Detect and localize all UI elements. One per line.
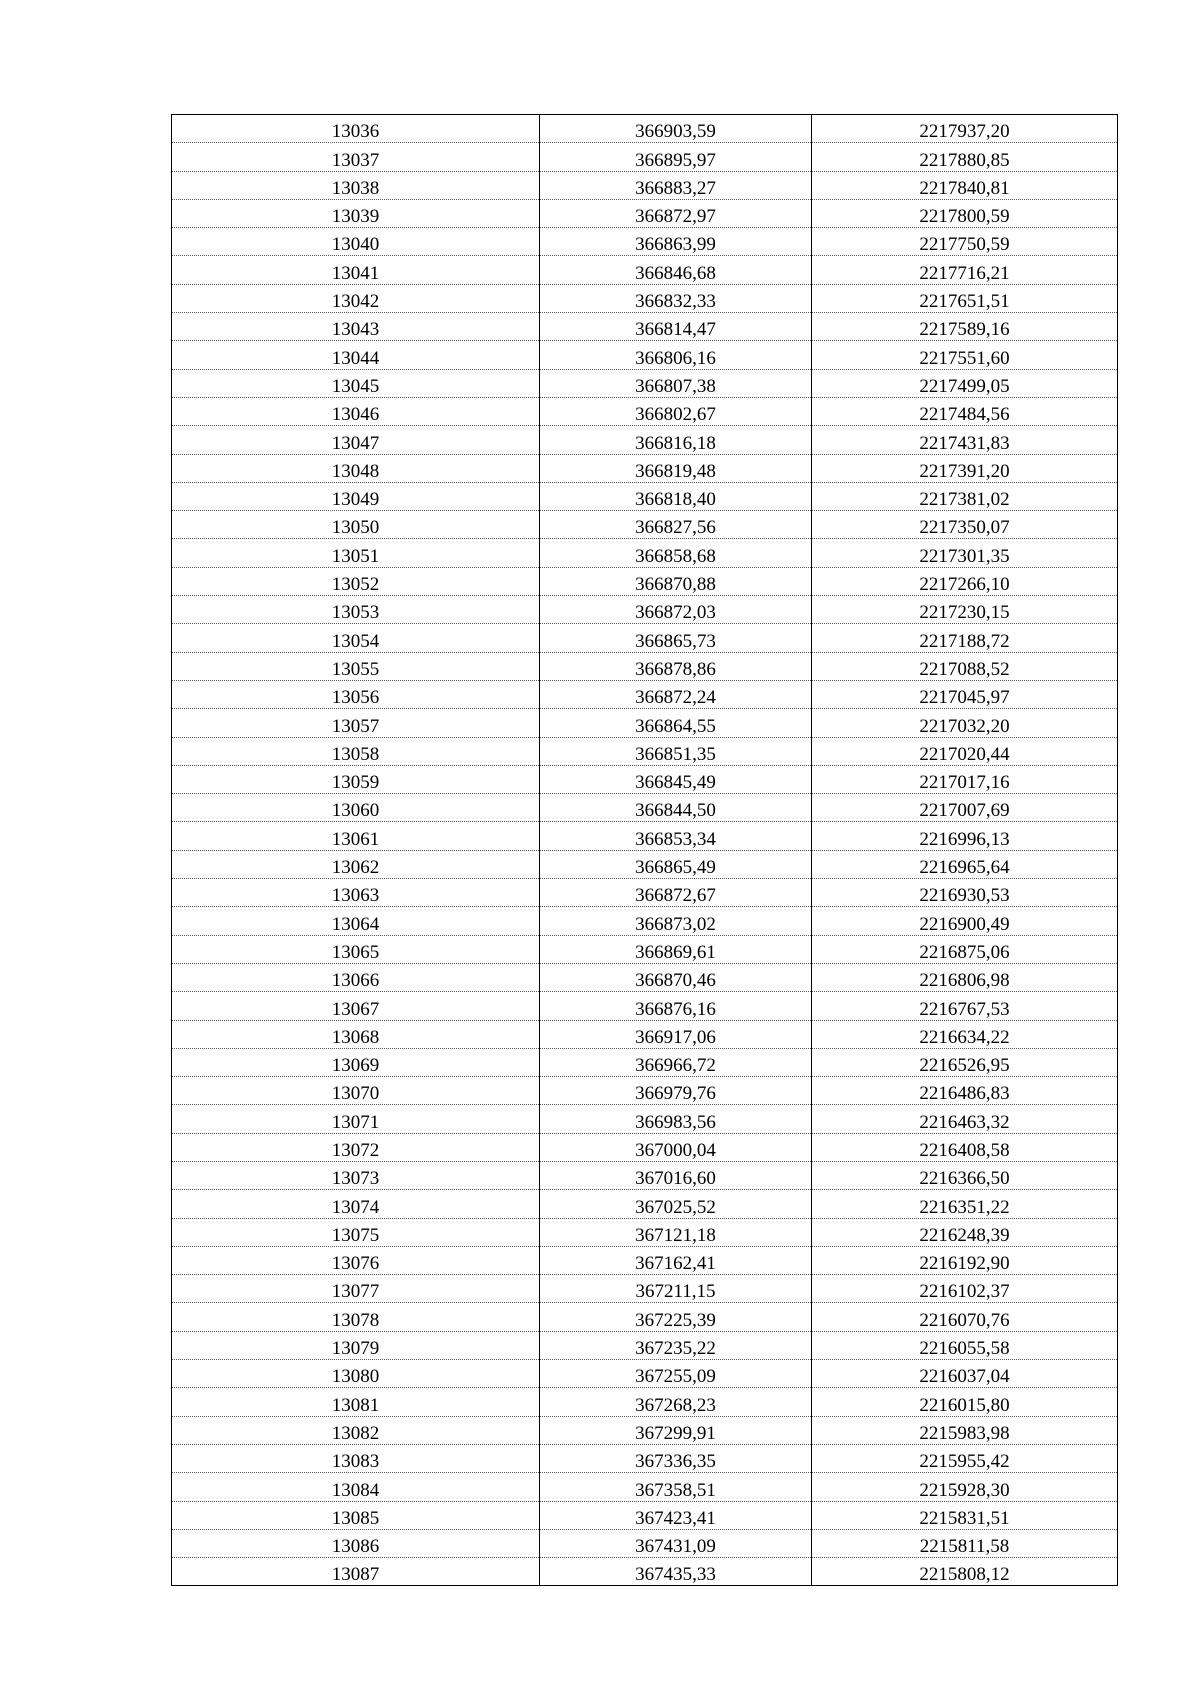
- y-coordinate-cell: 2217381,02: [812, 482, 1118, 510]
- y-coordinate-cell: 2216526,95: [812, 1048, 1118, 1076]
- point-number-cell: 13080: [172, 1360, 540, 1388]
- x-coordinate-cell: 366872,97: [540, 199, 812, 227]
- point-number-cell: 13064: [172, 907, 540, 935]
- x-coordinate-cell: 366853,34: [540, 822, 812, 850]
- y-coordinate-cell: 2216875,06: [812, 935, 1118, 963]
- y-coordinate-cell: 2216930,53: [812, 879, 1118, 907]
- point-number-cell: 13086: [172, 1529, 540, 1557]
- x-coordinate-cell: 367435,33: [540, 1558, 812, 1586]
- x-coordinate-cell: 366851,35: [540, 737, 812, 765]
- point-number-cell: 13045: [172, 369, 540, 397]
- x-coordinate-cell: 367016,60: [540, 1161, 812, 1189]
- y-coordinate-cell: 2217551,60: [812, 341, 1118, 369]
- y-coordinate-cell: 2216015,80: [812, 1388, 1118, 1416]
- x-coordinate-cell: 367336,35: [540, 1444, 812, 1472]
- y-coordinate-cell: 2216037,04: [812, 1360, 1118, 1388]
- point-number-cell: 13077: [172, 1275, 540, 1303]
- point-number-cell: 13072: [172, 1133, 540, 1161]
- point-number-cell: 13075: [172, 1218, 540, 1246]
- y-coordinate-cell: 2215983,98: [812, 1416, 1118, 1444]
- table-row: [172, 794, 1118, 822]
- point-number-cell: 13050: [172, 511, 540, 539]
- table-row: [172, 1444, 1118, 1472]
- y-coordinate-cell: 2216055,58: [812, 1331, 1118, 1359]
- table-row: [172, 879, 1118, 907]
- table-row: [172, 963, 1118, 991]
- x-coordinate-cell: 366807,38: [540, 369, 812, 397]
- x-coordinate-cell: 367235,22: [540, 1331, 812, 1359]
- table-row: [172, 115, 1118, 143]
- x-coordinate-cell: 366869,61: [540, 935, 812, 963]
- table-row: [172, 199, 1118, 227]
- table-row: [172, 907, 1118, 935]
- x-coordinate-cell: 366814,47: [540, 313, 812, 341]
- table-row: [172, 1105, 1118, 1133]
- point-number-cell: 13070: [172, 1077, 540, 1105]
- table-row: [172, 256, 1118, 284]
- table-row: [172, 482, 1118, 510]
- point-number-cell: 13067: [172, 992, 540, 1020]
- x-coordinate-cell: 366872,03: [540, 596, 812, 624]
- y-coordinate-cell: 2216634,22: [812, 1020, 1118, 1048]
- table-row: [172, 1529, 1118, 1557]
- point-number-cell: 13084: [172, 1473, 540, 1501]
- table-row: [172, 1190, 1118, 1218]
- point-number-cell: 13069: [172, 1048, 540, 1076]
- x-coordinate-cell: 366903,59: [540, 115, 812, 143]
- table-row: [172, 935, 1118, 963]
- y-coordinate-cell: 2217800,59: [812, 199, 1118, 227]
- point-number-cell: 13083: [172, 1444, 540, 1472]
- x-coordinate-cell: 366827,56: [540, 511, 812, 539]
- point-number-cell: 13041: [172, 256, 540, 284]
- point-number-cell: 13061: [172, 822, 540, 850]
- table-row: [172, 680, 1118, 708]
- x-coordinate-cell: 366806,16: [540, 341, 812, 369]
- y-coordinate-cell: 2217020,44: [812, 737, 1118, 765]
- table-row: [172, 1360, 1118, 1388]
- x-coordinate-cell: 366863,99: [540, 228, 812, 256]
- point-number-cell: 13068: [172, 1020, 540, 1048]
- point-number-cell: 13051: [172, 539, 540, 567]
- table-row: [172, 992, 1118, 1020]
- x-coordinate-cell: 366966,72: [540, 1048, 812, 1076]
- x-coordinate-cell: 366845,49: [540, 765, 812, 793]
- x-coordinate-cell: 366864,55: [540, 709, 812, 737]
- point-number-cell: 13038: [172, 171, 540, 199]
- point-number-cell: 13057: [172, 709, 540, 737]
- x-coordinate-cell: 367211,15: [540, 1275, 812, 1303]
- y-coordinate-cell: 2216192,90: [812, 1246, 1118, 1274]
- y-coordinate-cell: 2217716,21: [812, 256, 1118, 284]
- y-coordinate-cell: 2217007,69: [812, 794, 1118, 822]
- point-number-cell: 13063: [172, 879, 540, 907]
- y-coordinate-cell: 2217045,97: [812, 680, 1118, 708]
- y-coordinate-cell: 2216965,64: [812, 850, 1118, 878]
- point-number-cell: 13073: [172, 1161, 540, 1189]
- point-number-cell: 13042: [172, 284, 540, 312]
- y-coordinate-cell: 2216070,76: [812, 1303, 1118, 1331]
- y-coordinate-cell: 2215808,12: [812, 1558, 1118, 1586]
- y-coordinate-cell: 2216366,50: [812, 1161, 1118, 1189]
- y-coordinate-cell: 2216900,49: [812, 907, 1118, 935]
- x-coordinate-cell: 366883,27: [540, 171, 812, 199]
- x-coordinate-cell: 367299,91: [540, 1416, 812, 1444]
- table-row: [172, 228, 1118, 256]
- point-number-cell: 13055: [172, 652, 540, 680]
- table-row: [172, 1501, 1118, 1529]
- y-coordinate-cell: 2217651,51: [812, 284, 1118, 312]
- point-number-cell: 13054: [172, 624, 540, 652]
- x-coordinate-cell: 366802,67: [540, 397, 812, 425]
- y-coordinate-cell: 2217937,20: [812, 115, 1118, 143]
- point-number-cell: 13046: [172, 397, 540, 425]
- x-coordinate-cell: 367000,04: [540, 1133, 812, 1161]
- point-number-cell: 13079: [172, 1331, 540, 1359]
- y-coordinate-cell: 2217391,20: [812, 454, 1118, 482]
- table-row: [172, 1161, 1118, 1189]
- table-row: [172, 143, 1118, 171]
- y-coordinate-cell: 2216463,32: [812, 1105, 1118, 1133]
- table-row: [172, 1388, 1118, 1416]
- table-row: [172, 709, 1118, 737]
- point-number-cell: 13036: [172, 115, 540, 143]
- y-coordinate-cell: 2217266,10: [812, 567, 1118, 595]
- y-coordinate-cell: 2216248,39: [812, 1218, 1118, 1246]
- y-coordinate-cell: 2217301,35: [812, 539, 1118, 567]
- y-coordinate-cell: 2215811,58: [812, 1529, 1118, 1557]
- table-row: [172, 1331, 1118, 1359]
- x-coordinate-cell: 366816,18: [540, 426, 812, 454]
- y-coordinate-cell: 2216767,53: [812, 992, 1118, 1020]
- x-coordinate-cell: 366878,86: [540, 652, 812, 680]
- point-number-cell: 13037: [172, 143, 540, 171]
- x-coordinate-cell: 366858,68: [540, 539, 812, 567]
- point-number-cell: 13052: [172, 567, 540, 595]
- x-coordinate-cell: 367121,18: [540, 1218, 812, 1246]
- point-number-cell: 13059: [172, 765, 540, 793]
- table-row: [172, 539, 1118, 567]
- x-coordinate-cell: 367025,52: [540, 1190, 812, 1218]
- table-row: [172, 1303, 1118, 1331]
- table-row: [172, 426, 1118, 454]
- y-coordinate-cell: 2217017,16: [812, 765, 1118, 793]
- x-coordinate-cell: 367225,39: [540, 1303, 812, 1331]
- table-row: [172, 737, 1118, 765]
- point-number-cell: 13043: [172, 313, 540, 341]
- y-coordinate-cell: 2217750,59: [812, 228, 1118, 256]
- table-row: [172, 1218, 1118, 1246]
- point-number-cell: 13039: [172, 199, 540, 227]
- y-coordinate-cell: 2216996,13: [812, 822, 1118, 850]
- point-number-cell: 13049: [172, 482, 540, 510]
- x-coordinate-cell: 366865,73: [540, 624, 812, 652]
- y-coordinate-cell: 2217188,72: [812, 624, 1118, 652]
- x-coordinate-cell: 367162,41: [540, 1246, 812, 1274]
- table-row: [172, 1133, 1118, 1161]
- table-row: [172, 284, 1118, 312]
- x-coordinate-cell: 366873,02: [540, 907, 812, 935]
- table-row: [172, 1048, 1118, 1076]
- table-row: [172, 1020, 1118, 1048]
- table-row: [172, 313, 1118, 341]
- y-coordinate-cell: 2216806,98: [812, 963, 1118, 991]
- x-coordinate-cell: 366818,40: [540, 482, 812, 510]
- table-row: [172, 1473, 1118, 1501]
- y-coordinate-cell: 2217032,20: [812, 709, 1118, 737]
- y-coordinate-cell: 2216408,58: [812, 1133, 1118, 1161]
- point-number-cell: 13066: [172, 963, 540, 991]
- table-row: [172, 171, 1118, 199]
- y-coordinate-cell: 2217350,07: [812, 511, 1118, 539]
- table-row: [172, 850, 1118, 878]
- table-row: [172, 1246, 1118, 1274]
- point-number-cell: 13060: [172, 794, 540, 822]
- table-row: [172, 652, 1118, 680]
- point-number-cell: 13078: [172, 1303, 540, 1331]
- x-coordinate-cell: 366819,48: [540, 454, 812, 482]
- point-number-cell: 13071: [172, 1105, 540, 1133]
- table-row: [172, 1077, 1118, 1105]
- x-coordinate-cell: 367358,51: [540, 1473, 812, 1501]
- y-coordinate-cell: 2217499,05: [812, 369, 1118, 397]
- y-coordinate-cell: 2217840,81: [812, 171, 1118, 199]
- y-coordinate-cell: 2217088,52: [812, 652, 1118, 680]
- x-coordinate-cell: 366832,33: [540, 284, 812, 312]
- point-number-cell: 13048: [172, 454, 540, 482]
- table-row: [172, 596, 1118, 624]
- y-coordinate-cell: 2216486,83: [812, 1077, 1118, 1105]
- y-coordinate-cell: 2216351,22: [812, 1190, 1118, 1218]
- table-row: [172, 822, 1118, 850]
- point-number-cell: 13056: [172, 680, 540, 708]
- table-row: [172, 1275, 1118, 1303]
- point-number-cell: 13044: [172, 341, 540, 369]
- table-row: [172, 567, 1118, 595]
- x-coordinate-cell: 366844,50: [540, 794, 812, 822]
- table-row: [172, 511, 1118, 539]
- x-coordinate-cell: 367423,41: [540, 1501, 812, 1529]
- y-coordinate-cell: 2217589,16: [812, 313, 1118, 341]
- point-number-cell: 13081: [172, 1388, 540, 1416]
- x-coordinate-cell: 366872,67: [540, 879, 812, 907]
- x-coordinate-cell: 366846,68: [540, 256, 812, 284]
- point-number-cell: 13087: [172, 1558, 540, 1586]
- table-row: [172, 624, 1118, 652]
- x-coordinate-cell: 366895,97: [540, 143, 812, 171]
- x-coordinate-cell: 366917,06: [540, 1020, 812, 1048]
- table-row: [172, 369, 1118, 397]
- x-coordinate-cell: 366983,56: [540, 1105, 812, 1133]
- y-coordinate-cell: 2217484,56: [812, 397, 1118, 425]
- y-coordinate-cell: 2215831,51: [812, 1501, 1118, 1529]
- point-number-cell: 13065: [172, 935, 540, 963]
- table-row: [172, 1558, 1118, 1586]
- y-coordinate-cell: 2217880,85: [812, 143, 1118, 171]
- table-row: [172, 454, 1118, 482]
- y-coordinate-cell: 2215955,42: [812, 1444, 1118, 1472]
- y-coordinate-cell: 2217431,83: [812, 426, 1118, 454]
- coordinates-table: [171, 114, 1118, 1586]
- x-coordinate-cell: 366870,88: [540, 567, 812, 595]
- point-number-cell: 13047: [172, 426, 540, 454]
- x-coordinate-cell: 366865,49: [540, 850, 812, 878]
- table-row: [172, 341, 1118, 369]
- point-number-cell: 13053: [172, 596, 540, 624]
- table-row: [172, 1416, 1118, 1444]
- point-number-cell: 13082: [172, 1416, 540, 1444]
- point-number-cell: 13074: [172, 1190, 540, 1218]
- x-coordinate-cell: 366979,76: [540, 1077, 812, 1105]
- point-number-cell: 13040: [172, 228, 540, 256]
- coordinates-table-body: [172, 115, 1118, 1586]
- point-number-cell: 13062: [172, 850, 540, 878]
- table-row: [172, 765, 1118, 793]
- x-coordinate-cell: 367268,23: [540, 1388, 812, 1416]
- x-coordinate-cell: 367431,09: [540, 1529, 812, 1557]
- point-number-cell: 13058: [172, 737, 540, 765]
- x-coordinate-cell: 366872,24: [540, 680, 812, 708]
- x-coordinate-cell: 367255,09: [540, 1360, 812, 1388]
- y-coordinate-cell: 2216102,37: [812, 1275, 1118, 1303]
- y-coordinate-cell: 2215928,30: [812, 1473, 1118, 1501]
- table-row: [172, 397, 1118, 425]
- y-coordinate-cell: 2217230,15: [812, 596, 1118, 624]
- point-number-cell: 13085: [172, 1501, 540, 1529]
- x-coordinate-cell: 366870,46: [540, 963, 812, 991]
- x-coordinate-cell: 366876,16: [540, 992, 812, 1020]
- point-number-cell: 13076: [172, 1246, 540, 1274]
